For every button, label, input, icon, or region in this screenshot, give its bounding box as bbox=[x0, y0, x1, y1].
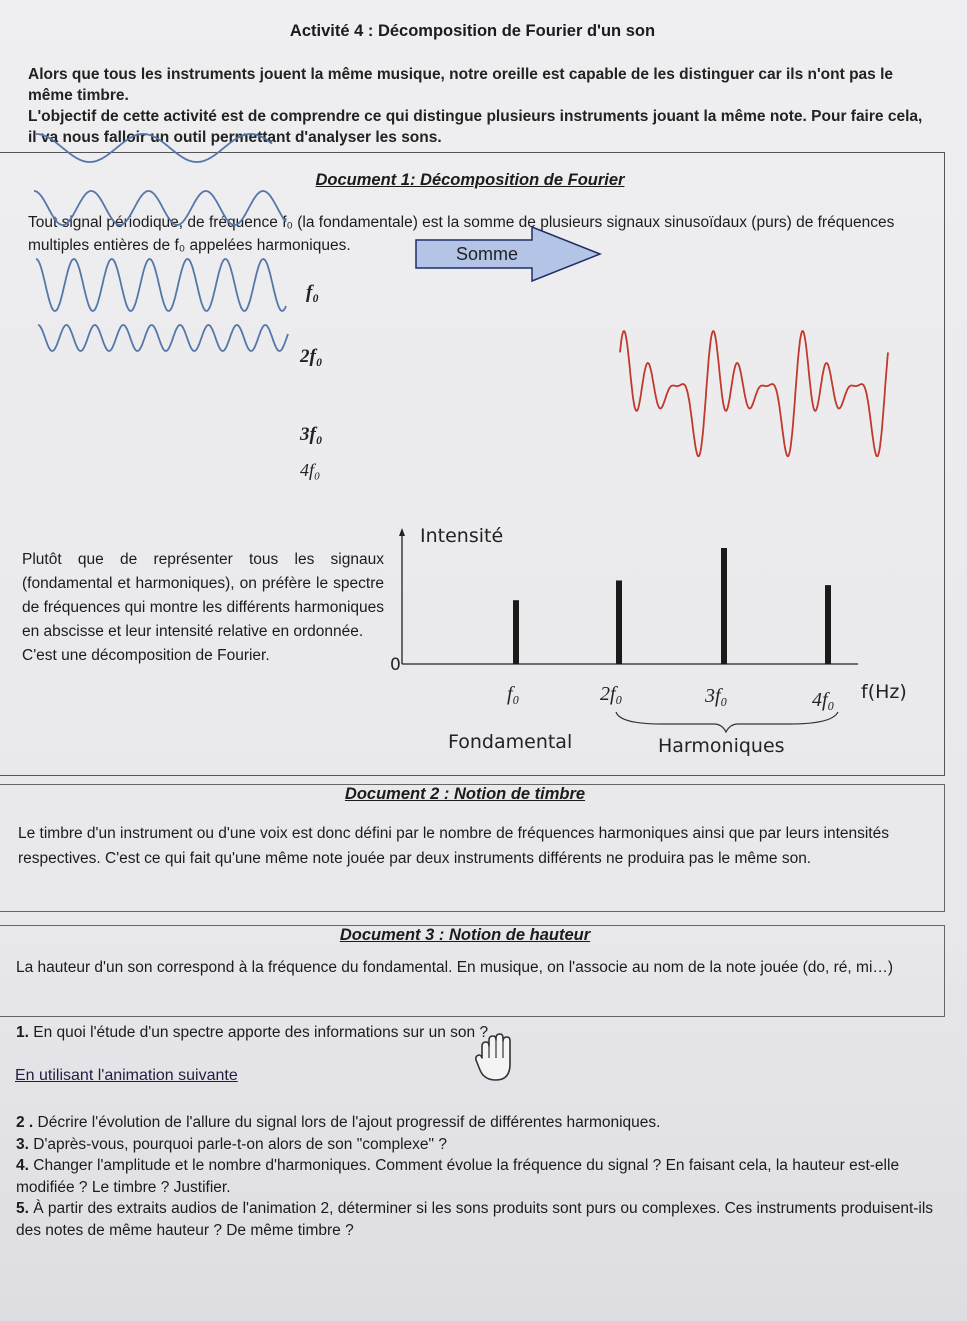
tick-label-2f0: 2f₀ bbox=[600, 683, 623, 705]
harmonics-label: Harmoniques bbox=[658, 735, 785, 757]
sum-signal-line bbox=[620, 331, 888, 456]
frequency-spectrum bbox=[380, 512, 925, 762]
document-2-title: Document 2 : Notion de timbre bbox=[344, 785, 586, 803]
spectrum-bar-2 bbox=[616, 580, 622, 664]
question-5 bbox=[16, 1198, 936, 1241]
intro-paragraph-2: L'objectif de cette activité est de comprendre ce qui distingue plusieurs instruments jouant la même note. Pour faire cela, il va nous falloir un outil permettant d'analyser les sons. bbox=[28, 108, 923, 146]
tick-label-3f0: 3f₀ bbox=[705, 685, 728, 707]
wave-label-3f0: 3f₀ bbox=[300, 424, 323, 445]
wave-label-4f0: 4f₀ bbox=[300, 460, 321, 480]
question-3 bbox=[16, 1134, 936, 1156]
fundamental-label: Fondamental bbox=[448, 731, 573, 753]
intro-paragraph-1: Alors que tous les instruments jouent la même musique, notre oreille est capable de les distinguer car ils n'ont pas le même timbre. bbox=[28, 66, 894, 104]
question-4-number: 4. bbox=[16, 1157, 29, 1174]
question-2-number: 2 . bbox=[16, 1114, 34, 1131]
question-2-text: Décrire l'évolution de l'allure du signal lors de l'ajout progressif de différentes harmoniques. bbox=[37, 1114, 661, 1131]
harmonics-brace bbox=[616, 712, 838, 732]
harmonic-wave-lines bbox=[34, 134, 288, 351]
document-1-title: Document 1: Décomposition de Fourier bbox=[315, 171, 625, 189]
document-3-box bbox=[0, 925, 945, 1017]
question-3-text: D'après-vous, pourquoi parle-t-on alors de son "complexe" ? bbox=[33, 1135, 447, 1153]
spectrum-explanation bbox=[22, 548, 384, 668]
wave-label-2f0: 2f₀ bbox=[300, 346, 323, 367]
tick-label-4f0: 4f₀ bbox=[812, 689, 835, 711]
spectrum-bar-4 bbox=[825, 585, 831, 664]
wave-4f0 bbox=[38, 325, 288, 351]
spectrum-explanation-conclusion: C'est une décomposition de Fourier. bbox=[22, 647, 270, 664]
sum-signal-figure bbox=[618, 322, 890, 467]
document-3-title: Document 3 : Notion de hauteur bbox=[339, 926, 591, 944]
question-4-text: Changer l'amplitude et le nombre d'harmoniques. Comment évolue la fréquence du signal ? En faisant cela, la hauteur est-elle modifiée ? Le timbre ? Justifier. bbox=[16, 1157, 900, 1196]
wave-2f0 bbox=[34, 191, 286, 225]
question-5-text: À partir des extraits audios de l'animation 2, déterminer si les sons produits sont purs ou complexes. Ces instruments produisent-ils des notes de même hauteur ? De même timbre ? bbox=[16, 1200, 934, 1239]
question-4 bbox=[16, 1155, 936, 1198]
harmonic-waves-figure bbox=[30, 120, 340, 500]
wave-1f0 bbox=[36, 134, 272, 162]
questions-list bbox=[16, 1112, 936, 1241]
spectrum-bars bbox=[513, 548, 831, 664]
document-3-body: La hauteur d'un son correspond à la fréquence du fondamental. En musique, on l'associe au nom de la note jouée (do, ré, mi…) bbox=[16, 959, 894, 976]
document-1-definition: Tout signal périodique, de fréquence f₀ (la fondamentale) est la somme de plusieurs signaux sinusoïdaux (purs) de fréquences multiples entières de f₀ appelées harmoniques. bbox=[28, 214, 895, 254]
question-1 bbox=[16, 1024, 488, 1042]
tick-label-f0: f₀ bbox=[507, 683, 520, 705]
y-axis-label: Intensité bbox=[420, 525, 504, 547]
somme-label: Somme bbox=[456, 244, 519, 264]
hand-pointer-icon bbox=[474, 1030, 524, 1086]
x-axis-label: f(Hz) bbox=[861, 681, 907, 703]
document-2-box bbox=[0, 784, 945, 912]
question-1-text: En quoi l'étude d'un spectre apporte des informations sur un son ? bbox=[33, 1024, 489, 1041]
question-3-number: 3. bbox=[16, 1135, 29, 1153]
question-2 bbox=[16, 1112, 936, 1134]
origin-label: 0 bbox=[390, 655, 401, 675]
y-axis-arrow bbox=[399, 528, 405, 536]
spectrum-bar-1 bbox=[513, 600, 519, 664]
spectrum-explanation-text: Plutôt que de représenter tous les signaux (fondamental et harmoniques), on préfère le spectre de fréquences qui montre les différents harmoniques en abscisse et leur intensité relative en ordonnée. bbox=[22, 551, 384, 640]
hand-outline bbox=[476, 1034, 510, 1080]
question-1-number: 1. bbox=[16, 1024, 29, 1041]
wave-3f0 bbox=[36, 259, 286, 311]
spectrum-bar-3 bbox=[721, 548, 727, 664]
wave-label-f0: f₀ bbox=[306, 282, 319, 303]
page-title: Activité 4 : Décomposition de Fourier d'un son bbox=[289, 22, 656, 40]
question-5-number: 5. bbox=[16, 1200, 29, 1217]
document-2-body: Le timbre d'un instrument ou d'une voix est donc défini par le nombre de fréquences harmoniques ainsi que par leurs intensités respectives. C'est ce qui fait qu'une même note jouée par deux instruments différents ne produira pas le même son. bbox=[18, 825, 889, 867]
animation-link[interactable]: En utilisant l'animation suivante bbox=[15, 1067, 238, 1084]
